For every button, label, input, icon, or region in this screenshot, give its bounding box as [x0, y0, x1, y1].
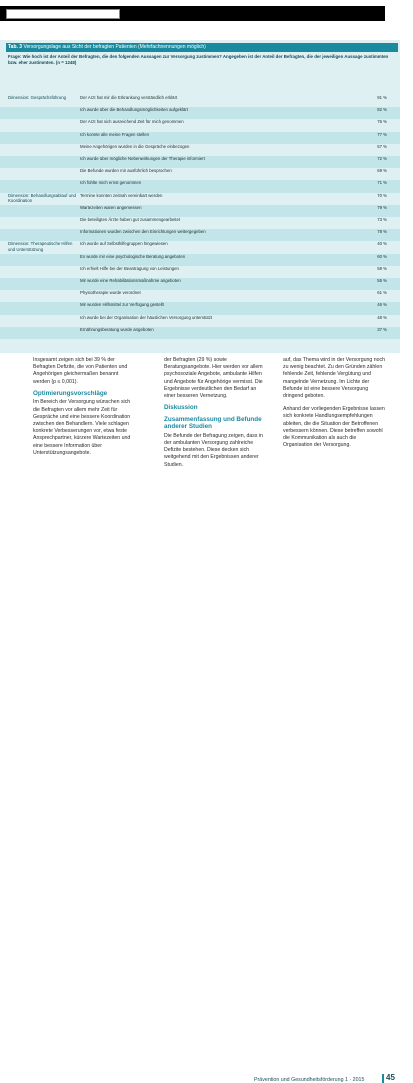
column-3: [283, 357, 387, 449]
row-percentage: 73 %: [377, 217, 387, 222]
row-statement: Ich wurde über mögliche Nebenwirkungen der Therapie informiert: [80, 156, 205, 161]
table-caption-label: Tab. 3: [8, 44, 23, 50]
header-box: [6, 9, 120, 19]
page-number-bar: [382, 1074, 384, 1083]
row-percentage: 57 %: [377, 143, 387, 149]
row-percentage: 78 %: [377, 229, 387, 235]
row-percentage: 72 %: [377, 156, 387, 161]
table-row: [0, 205, 400, 217]
col2-paragraph-1: der Befragten (29 %) sowie Beratungsangebote. Hier werden vor allem psychosoziale Angebote, ambulante Hilfen und Angebote für Angehörige vermisst. Die Ergebnisse verdeutlichen den Bedarf an einer besseren Vernetzung.: [164, 357, 263, 400]
row-percentage: 71 %: [377, 180, 387, 186]
row-percentage: 48 %: [377, 314, 387, 320]
row-percentage: 91 %: [377, 95, 387, 100]
row-statement: Meine Angehörigen wurden in die Gespräche einbezogen: [80, 143, 190, 149]
table-row: [0, 107, 400, 119]
table-row: [0, 254, 400, 266]
col2-heading-2: Zusammenfassung und Befunde anderer Studien: [164, 415, 262, 431]
row-dimension: Dimension: Behandlungsablauf und Koordination: [8, 192, 76, 203]
journal-name: Prävention und Gesundheitsförderung 1 · 2015: [254, 1077, 365, 1083]
row-statement: Mir wurden Hilfsmittel zur Verfügung gestellt: [80, 302, 164, 308]
page-number: 45: [386, 1073, 395, 1082]
row-percentage: 82 %: [377, 107, 387, 113]
row-percentage: 55 %: [377, 278, 387, 283]
row-statement: Ich wurde bei der Organisation der häuslichen Versorgung unterstützt: [80, 314, 213, 320]
row-percentage: 79 %: [377, 204, 387, 210]
table-3: [0, 40, 400, 353]
row-statement: Die Befunde wurden mir ausführlich besprochen: [80, 168, 172, 174]
row-statement: Ich fühlte mich ernst genommen: [80, 180, 142, 186]
row-statement: Termine konnten zeitnah vereinbart werden: [80, 192, 163, 198]
column-1: [33, 357, 133, 457]
col1-paragraph-2: Im Bereich der Versorgung wünschen sich die Befragten vor allem mehr Zeit für Gespräche und eine bessere Koordination zwischen den Behandlern. Viele schlagen konkrete Verbesserungen vor, etwa feste Ansprechpartner, kürzere Wartezeiten und eine bessere Information über Unterstützungsangebote.: [33, 399, 131, 456]
table-intro: Frage: Wie hoch ist der Anteil der Befragten, die den folgenden Aussagen zur Versorgung zustimmen? Angegeben ist der Anteil der Befragten, die der jeweiligen Aussage zustimmten bzw. eher zustimmten. (n = 1248): [8, 54, 389, 65]
table-row: [0, 229, 400, 241]
page-footer: [0, 536, 413, 1083]
row-percentage: 59 %: [377, 265, 387, 271]
table-row: [0, 168, 400, 180]
row-statement: Der Arzt hat sich ausreichend Zeit für mich genommen: [80, 119, 184, 125]
table-row: [0, 95, 400, 107]
row-percentage: 37 %: [377, 326, 387, 332]
row-statement: Wartezeiten waren angemessen: [80, 204, 142, 210]
row-dimension: Dimension: Therapeutische Hilfen und Unterstützung: [8, 241, 73, 252]
row-statement: Ich konnte alle meine Fragen stellen: [80, 131, 150, 137]
col1-paragraph-1: Insgesamt zeigen sich bei 39 % der Befragten Defizite, die von Patienten und Angehörigen gleichermaßen benannt werden (p ≤ 0,001).: [33, 357, 128, 385]
row-statement: Informationen wurden zwischen den Einrichtungen weitergegeben: [80, 229, 206, 235]
column-2: [164, 357, 268, 469]
row-statement: Der Arzt hat mir die Erkrankung verständlich erklärt: [80, 95, 178, 100]
row-statement: Ernährungsberatung wurde angeboten: [80, 326, 154, 332]
row-percentage: 76 %: [377, 119, 387, 125]
table-row: [0, 156, 400, 168]
col2-paragraph-2: Die Befunde der Befragung zeigen, dass in der ambulanten Versorgung zahlreiche Defizite bestehen. Diese decken sich weitgehend mit den Ergebnissen anderer Studien.: [164, 432, 263, 468]
table-row: [0, 278, 400, 290]
table-row: [0, 180, 400, 192]
table-row: [0, 193, 400, 205]
row-percentage: 46 %: [377, 302, 387, 308]
row-percentage: 70 %: [377, 192, 387, 198]
col3-paragraph-2: Anhand der vorliegenden Ergebnisse lassen sich konkrete Handlungsempfehlungen ableiten, die die Situation der Betroffenen verbessern können. Diese betreffen sowohl die Kommunikation als auch die Organisation der Versorgung.: [283, 406, 385, 449]
row-statement: Ich wurde über die Behandlungsmöglichkeiten aufgeklärt: [80, 107, 188, 113]
table-row: [0, 315, 400, 327]
table-row: [0, 241, 400, 253]
row-statement: Ich wurde auf Selbsthilfegruppen hingewiesen: [80, 241, 168, 247]
table-row: [0, 302, 400, 314]
row-statement: Mir wurde eine Rehabilitationsmaßnahme angeboten: [80, 278, 181, 283]
page-header: [0, 0, 413, 28]
col2-heading-1: Diskussion: [164, 404, 198, 412]
row-percentage: 69 %: [377, 168, 387, 174]
table-row: [0, 327, 400, 339]
table-row: [0, 266, 400, 278]
row-statement: Physiotherapie wurde verordnet: [80, 290, 141, 296]
table-row: [0, 217, 400, 229]
table-row: [0, 290, 400, 302]
table-caption: [6, 43, 398, 52]
row-statement: Die beteiligten Ärzte haben gut zusammengearbeitet: [80, 217, 181, 222]
row-statement: Es wurde mir eine psychologische Beratung angeboten: [80, 253, 186, 259]
table-row: [0, 132, 400, 144]
row-percentage: 77 %: [377, 131, 387, 137]
row-dimension: Dimension: Gesprächsführung: [8, 95, 67, 100]
table-row: [0, 119, 400, 131]
row-statement: Ich erhielt Hilfe bei der Beantragung von Leistungen: [80, 265, 179, 271]
row-percentage: 40 %: [377, 241, 387, 247]
table-row: [0, 144, 400, 156]
col3-paragraph-1: auf, das Thema wird in der Versorgung noch zu wenig beachtet. Zu den Gründen zählen fehlende Zeit, fehlende Vergütung und mangelnde Vernetzung. Im Lichte der Befunde ist eine bessere Versorgung dringend geboten.: [283, 357, 385, 400]
table-caption-text: Versorgungslage aus Sicht der befragten Patienten (Mehrfachnennungen möglich): [23, 44, 206, 50]
row-percentage: 61 %: [377, 290, 387, 296]
row-percentage: 60 %: [377, 253, 387, 259]
col1-heading: Optimierungsvorschläge: [33, 389, 108, 397]
